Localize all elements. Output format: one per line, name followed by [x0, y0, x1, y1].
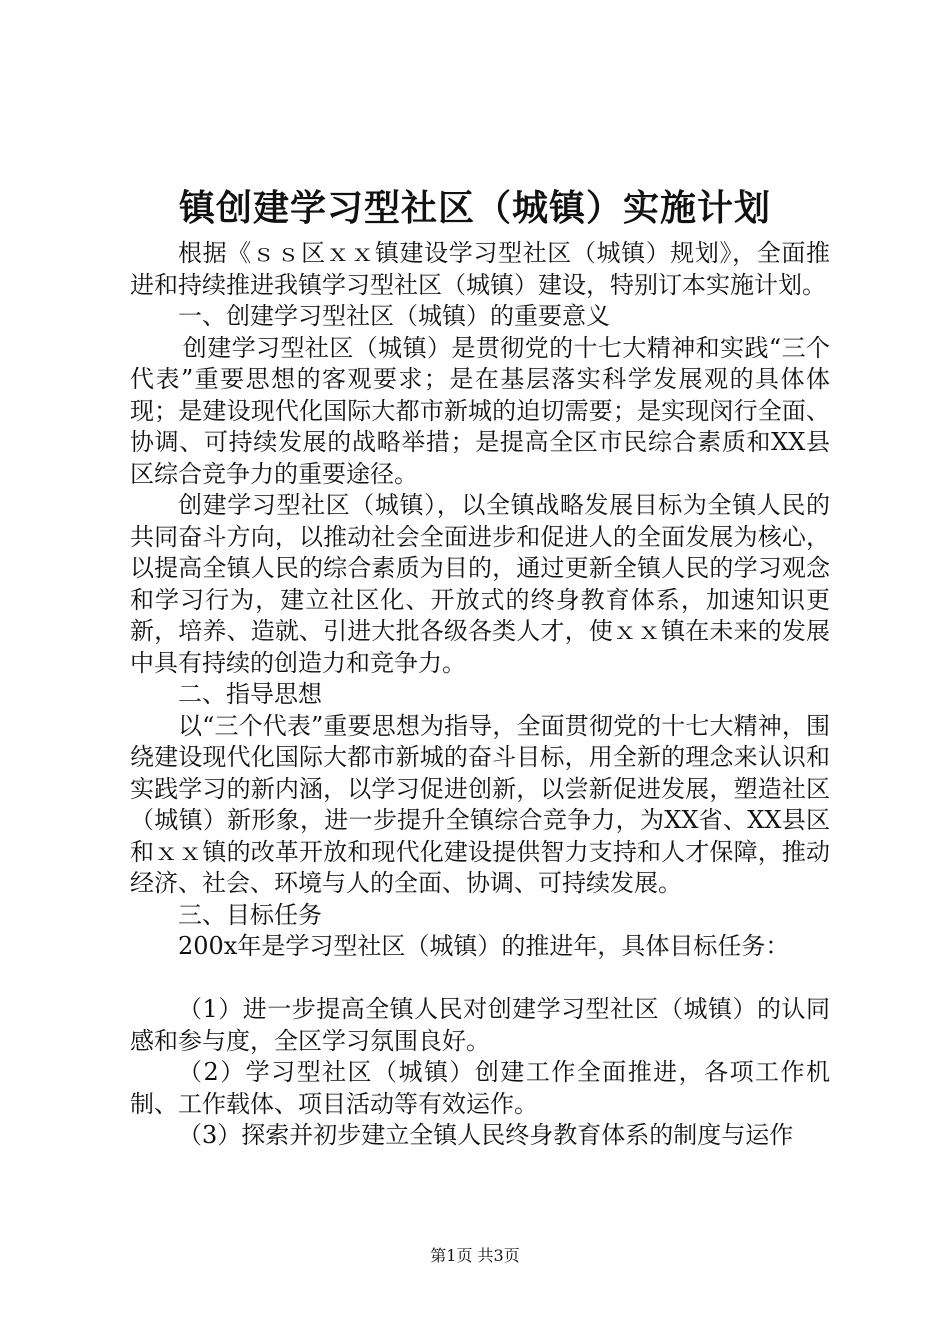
blank-line [130, 963, 830, 995]
page-number-footer: 第1页 共3页 [430, 1246, 520, 1265]
paragraph-significance-1: 创建学习型社区（城镇）是贯彻党的十七大精神和实践“三个代表”重要思想的客观要求；是在基层落实科学发展观的具体体现；是建设现代化国际大都市新城的迫切需要；是实现闵行全面、协调、可持续发展的战略举措；是提高全区市民综合素质和XX县区综合竞争力的重要途径。 [130, 333, 830, 488]
document-title: 镇创建学习型社区（城镇）实施计划 [178, 187, 771, 229]
list-item-goal-2: （2）学习型社区（城镇）创建工作全面推进，各项工作机制、工作载体、项目活动等有效运作。 [130, 1058, 830, 1118]
list-item-goal-1: （1）进一步提高全镇人民对创建学习型社区（城镇）的认同感和参与度，全区学习氛围良好。 [130, 995, 830, 1055]
section-heading-guiding-thought: 二、指导思想 [178, 680, 322, 708]
section-heading-significance: 一、创建学习型社区（城镇）的重要意义 [178, 302, 610, 330]
paragraph-guiding-thought: 以“三个代表”重要思想为指导，全面贯彻党的十七大精神，围绕建设现代化国际大都市新城的奋斗目标，用全新的理念来认识和实践学习的新内涵，以学习促进创新，以尝新促进发展，塑造社区（城镇）新形象，进一步提升全镇综合竞争力，为XX省、XX县区和ｘｘ镇的改革开放和现代化建设提供智力支持和人才保障，推动经济、社会、环境与人的全面、协调、可持续发展。 [130, 711, 830, 897]
document-body [130, 238, 830, 1152]
list-item-goal-3: （3）探索并初步建立全镇人民终身教育体系的制度与运作 [178, 1121, 794, 1149]
paragraph-intro: 根据《ｓｓ区ｘｘ镇建设学习型社区（城镇）规划》，全面推进和持续推进我镇学习型社区（城镇）建设，特别订本实施计划。 [130, 239, 830, 299]
paragraph-goals-intro: 200x年是学习型社区（城镇）的推进年，具体目标任务： [178, 932, 790, 960]
section-heading-goals: 三、目标任务 [178, 900, 322, 929]
paragraph-significance-2: 创建学习型社区（城镇），以全镇战略发展目标为全镇人民的共同奋斗方向，以推动社会全面进步和促进人的全面发展为核心，以提高全镇人民的综合素质为目的，通过更新全镇人民的学习观念和学习行为，建立社区化、开放式的终身教育体系，加速知识更新，培养、造就、引进大批各级各类人才，使ｘｘ镇在未来的发展中具有持续的创造力和竞争力。 [130, 491, 830, 677]
